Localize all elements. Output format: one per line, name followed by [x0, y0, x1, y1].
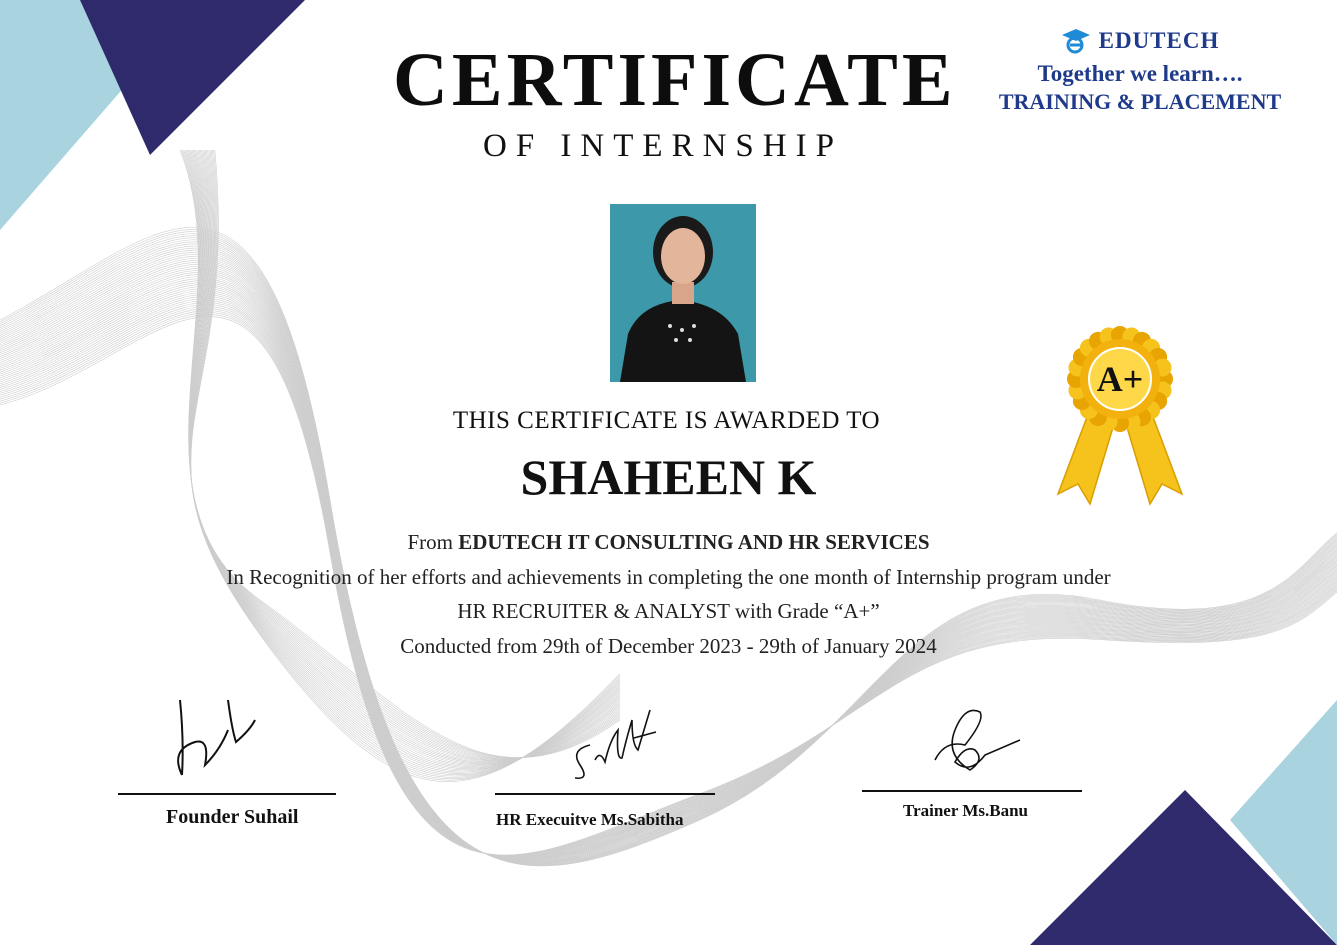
- awarded-label: THIS CERTIFICATE IS AWARDED TO: [452, 407, 881, 434]
- trainer-signature: [925, 700, 1035, 790]
- brand-division: TRAINING & PLACEMENT: [998, 89, 1282, 114]
- brand-tagline: Together we learn….: [1037, 61, 1243, 86]
- recipient-name: SHAHEEN K: [520, 449, 817, 505]
- grade-text: A+: [1096, 359, 1144, 399]
- brand-name-row: [1061, 28, 1220, 54]
- from-line: [0, 530, 1337, 555]
- program-line: HR RECRUITER & ANALYST with Grade “A+”: [457, 599, 880, 623]
- grade-badge: [1050, 314, 1190, 509]
- certificate-subtitle: OF INTERNSHIP: [483, 128, 843, 164]
- trainer-label: Trainer Ms.Banu: [903, 801, 1028, 820]
- graduation-e-icon: [1061, 28, 1091, 54]
- founder-signature: [160, 680, 270, 790]
- founder-signature-line: [118, 793, 336, 795]
- period-line: Conducted from 29th of December 2023 - 29th of January 2024: [400, 634, 937, 658]
- founder-label: Founder Suhail: [166, 806, 299, 828]
- certificate-title: CERTIFICATE: [393, 38, 957, 122]
- brand-name: EDUTECH: [1098, 28, 1220, 53]
- from-prefix: From: [407, 530, 453, 554]
- trainer-signature-line: [862, 790, 1082, 792]
- hr-label: HR Execuitve Ms.Sabitha: [496, 810, 684, 829]
- brand-block: [985, 28, 1295, 115]
- recognition-line: In Recognition of her efforts and achievements in completing the one month of Internship program under: [226, 565, 1111, 589]
- hr-signature: [560, 690, 670, 790]
- organization-name: EDUTECH IT CONSULTING AND HR SERVICES: [458, 530, 930, 554]
- recipient-photo: [610, 204, 756, 382]
- hr-signature-line: [495, 793, 715, 795]
